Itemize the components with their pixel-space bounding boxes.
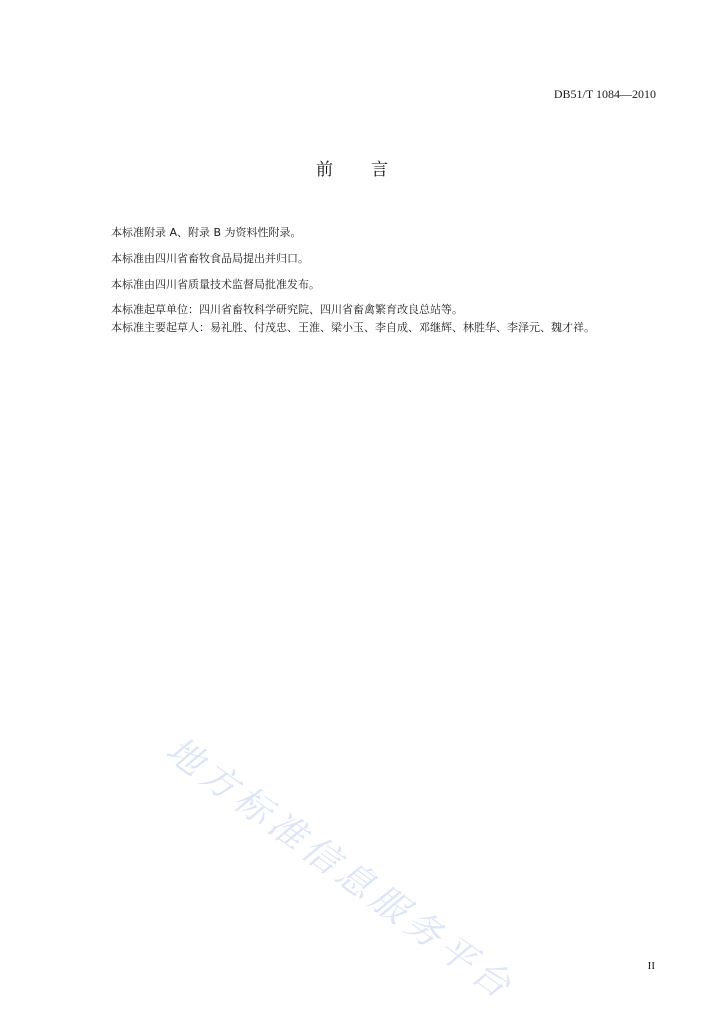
page-title: 前言 bbox=[316, 160, 426, 180]
watermark-text: 地方标准信息服务平台 bbox=[158, 729, 523, 1010]
page-number: II bbox=[647, 960, 655, 972]
paragraph-drafting-units: 本标准起草单位：四川省畜牧科学研究院、四川省畜禽繁育改良总站等。 bbox=[111, 303, 463, 316]
document-code: DB51/T 1084—2010 bbox=[553, 87, 656, 101]
foreword-body bbox=[111, 224, 671, 337]
paragraph-appendix-note: 本标准附录 A、附录 B 为资料性附录。 bbox=[111, 226, 302, 239]
paragraph-proposer: 本标准由四川省畜牧食品局提出并归口。 bbox=[111, 252, 309, 265]
paragraph-approver: 本标准由四川省质量技术监督局批准发布。 bbox=[111, 278, 320, 291]
paragraph-drafters: 本标准主要起草人：易礼胜、付茂忠、王淮、梁小玉、李自成、邓继辉、林胜华、李泽元、魏才祥。 bbox=[111, 321, 595, 334]
